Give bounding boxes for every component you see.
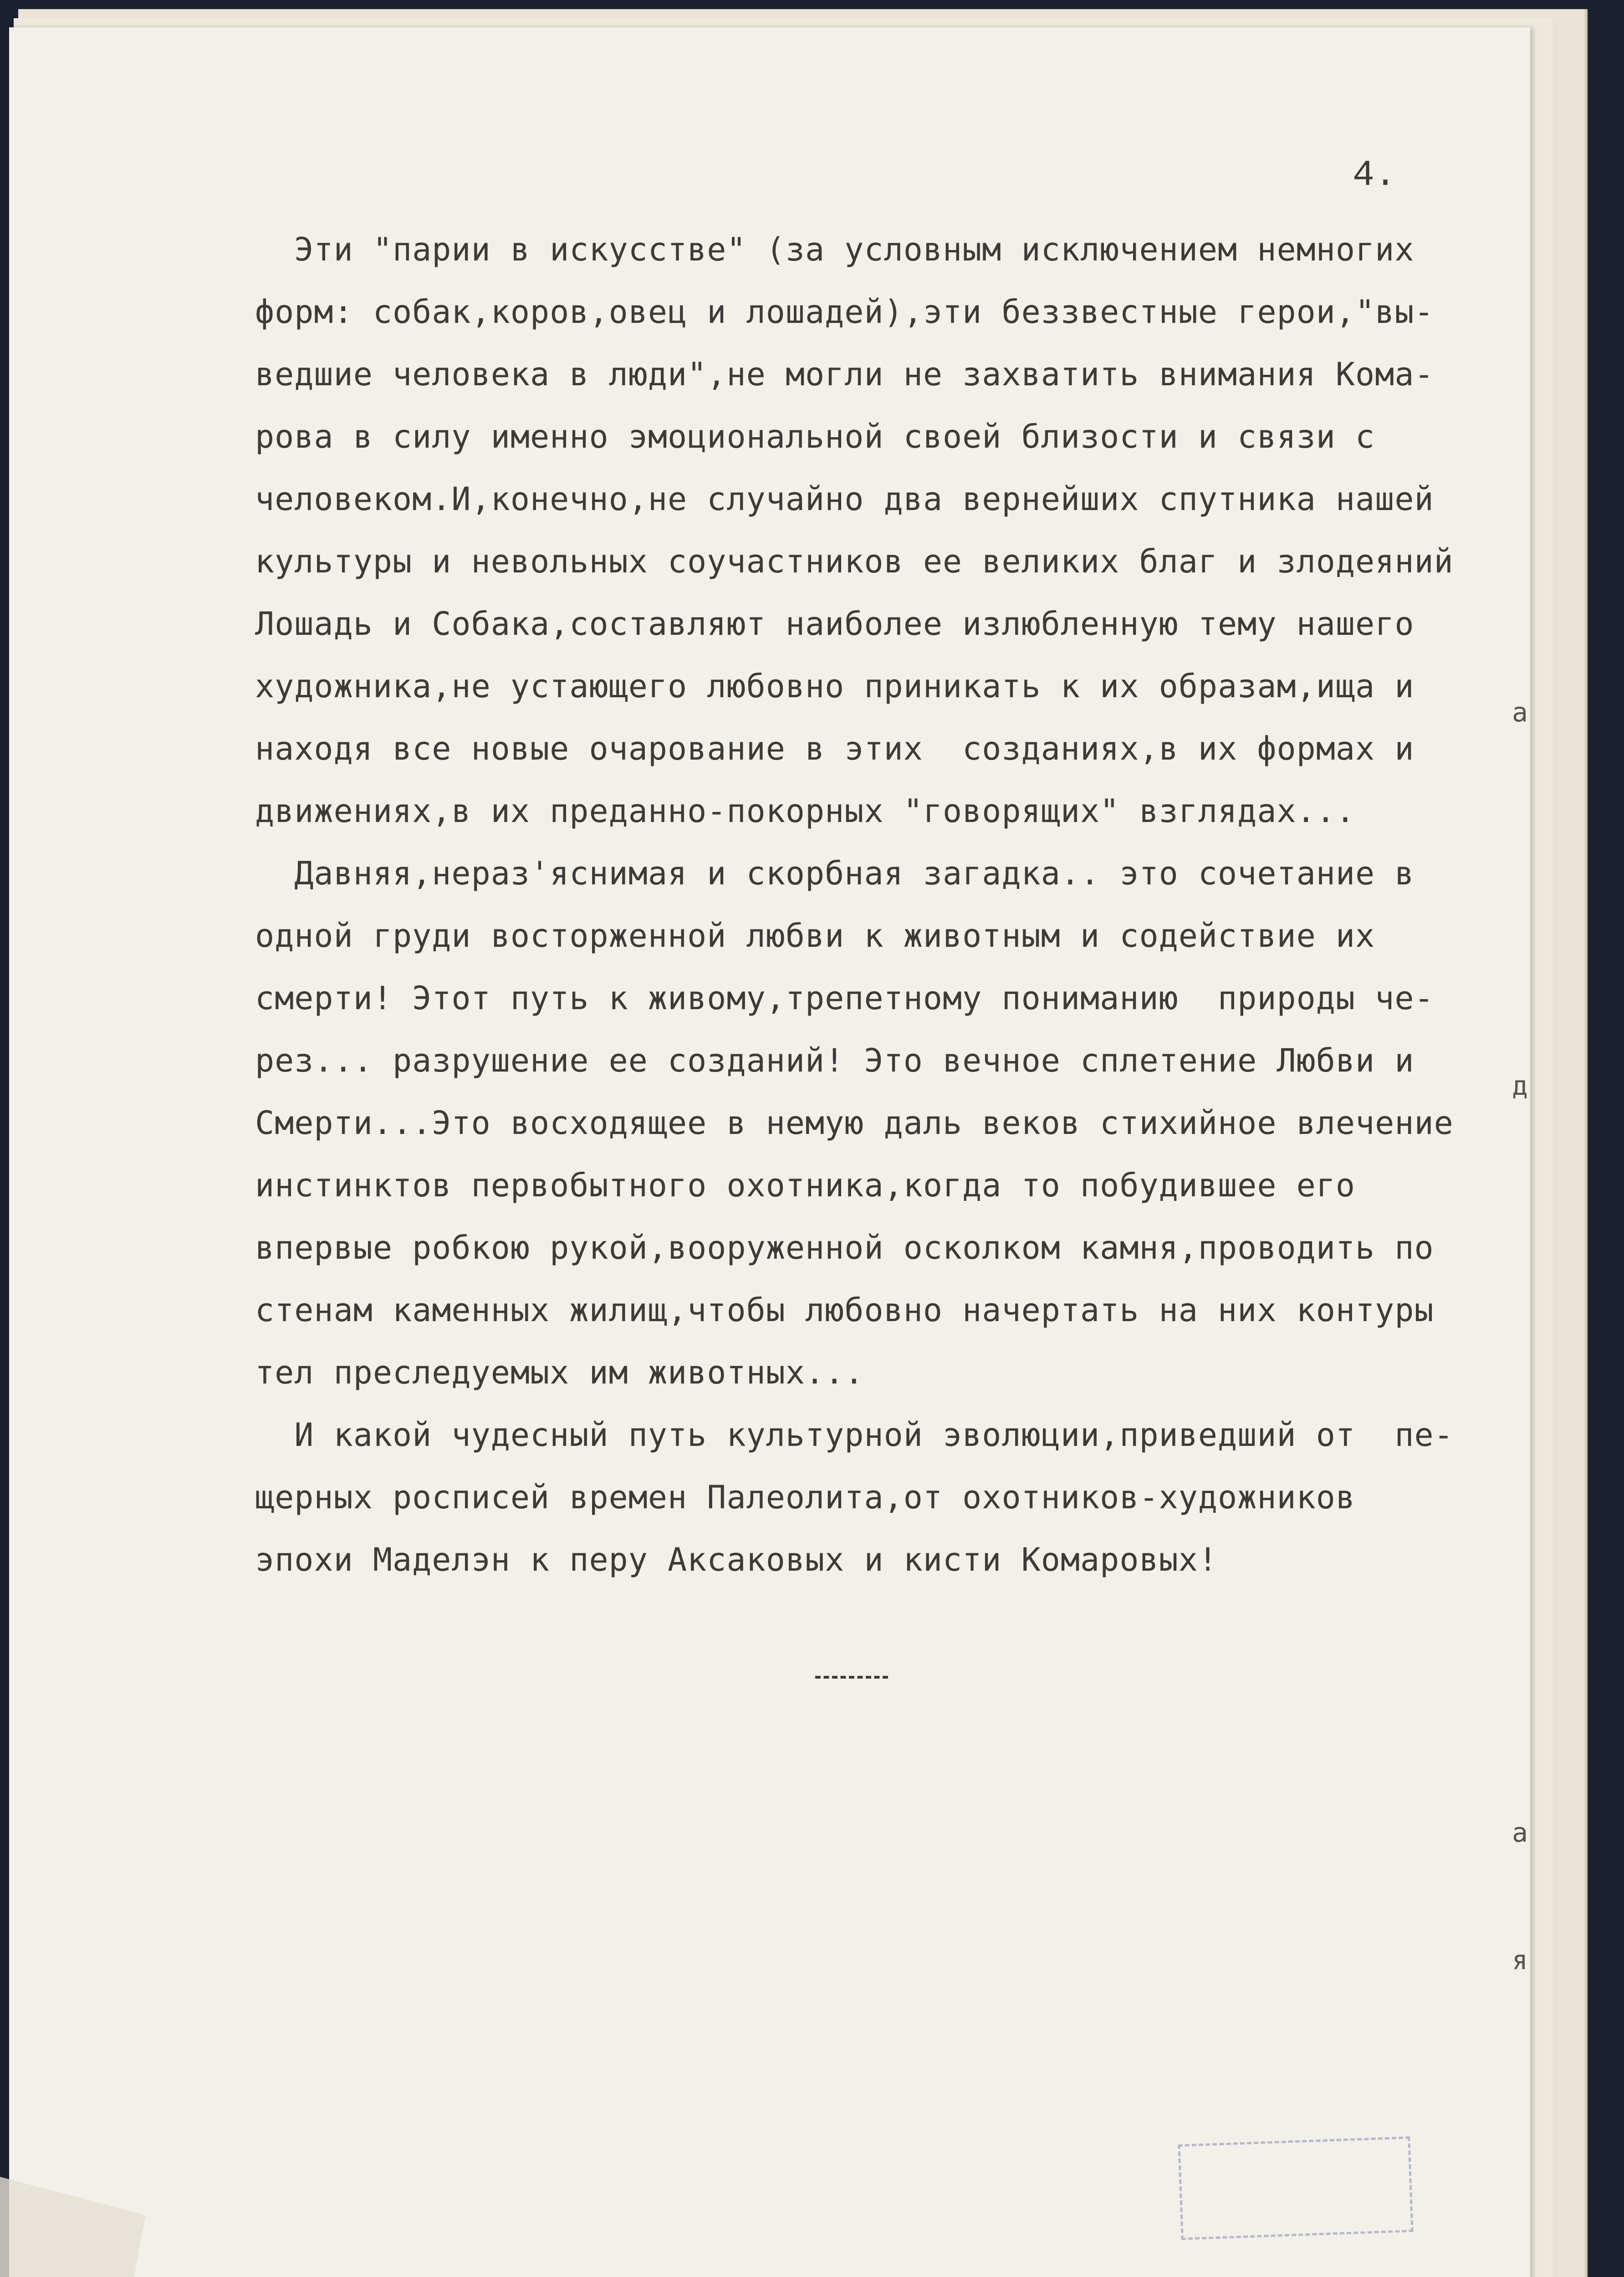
- text-line: рова в силу именно эмоциональной своей близости и связи с: [255, 418, 1375, 455]
- text-line: человеком.И,конечно,не случайно два вернейших спутника нашей: [255, 480, 1434, 518]
- edge-letter: а: [1512, 1817, 1528, 1848]
- text-line: И какой чудесный путь культурной эволюции,приведший от пе-: [255, 1416, 1454, 1454]
- text-line: тел преследуемых им животных...: [255, 1354, 864, 1391]
- text-line: впервые робкою рукой,вооруженной осколком камня,проводить по: [255, 1229, 1434, 1266]
- text-line: рез... разрушение ее созданий! Это вечное сплетение Любви и: [255, 1042, 1415, 1079]
- text-line: щерных росписей времен Палеолита,от охотников-художников: [255, 1479, 1356, 1516]
- text-line: Эти "парии в искусстве" (за условным исключением немногих: [255, 231, 1415, 268]
- text-line: находя все новые очарование в этих созданиях,в их формах и: [255, 730, 1415, 767]
- text-line: одной груди восторженной любви к животным и содействие их: [255, 917, 1375, 955]
- section-separator: [815, 1676, 888, 1679]
- text-line: Лошадь и Собака,составляют наиболее излюбленную тему нашего: [255, 605, 1415, 643]
- text-line: культуры и невольных соучастников ее великих благ и злодеяний: [255, 543, 1454, 580]
- typewritten-body: [255, 219, 1530, 1591]
- text-line: Давняя,нераз'яснимая и скорбная загадка.. это сочетание в: [255, 855, 1415, 892]
- text-line: инстинктов первобытного охотника,когда то побудившее его: [255, 1167, 1356, 1204]
- edge-letter: я: [1512, 1945, 1528, 1976]
- text-line: Смерти...Это восходящее в немую даль веков стихийное влечение: [255, 1104, 1454, 1142]
- page-number: 4.: [1353, 155, 1397, 196]
- text-line: форм: собак,коров,овец и лошадей),эти беззвестные герои,"вы-: [255, 293, 1434, 331]
- text-line: движениях,в их преданно-покорных "говорящих" взглядах...: [255, 792, 1356, 830]
- edge-letter: д: [1512, 1070, 1528, 1101]
- archive-stamp: [1178, 2136, 1413, 2240]
- text-line: эпохи Маделэн к перу Аксаковых и кисти Комаровых!: [255, 1541, 1218, 1578]
- text-line: художника,не устающего любовно приникать к их образам,ища и: [255, 668, 1415, 705]
- edge-letter: а: [1512, 697, 1528, 728]
- text-line: ведшие человека в люди",не могли не захватить внимания Кома-: [255, 356, 1434, 393]
- text-line: смерти! Этот путь к живому,трепетному пониманию природы че-: [255, 980, 1434, 1017]
- text-line: стенам каменных жилищ,чтобы любовно начертать на них контуры: [255, 1292, 1434, 1329]
